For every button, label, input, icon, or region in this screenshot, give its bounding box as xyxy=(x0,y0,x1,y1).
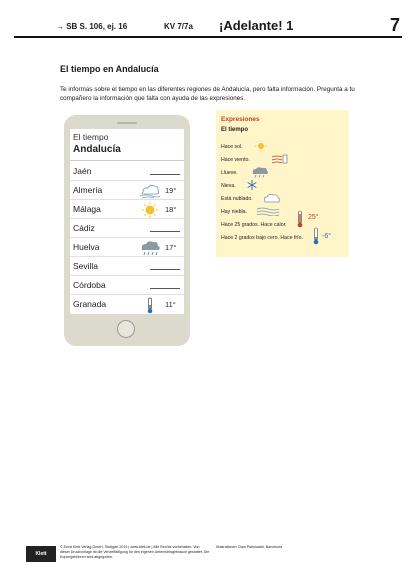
sun-icon xyxy=(254,140,268,152)
illustration-credit: Illustrationen: Dani Palmowski, Barcelona xyxy=(216,545,283,549)
temperature: 19° xyxy=(165,186,177,195)
cloud-icon xyxy=(262,192,282,204)
weather-row xyxy=(70,181,184,200)
unit-number: 7 xyxy=(389,15,400,35)
expression-item: Llueve. xyxy=(221,170,238,176)
city-name: Cádiz xyxy=(73,223,95,233)
weather-row xyxy=(70,238,184,257)
city-name: Granada xyxy=(73,299,107,309)
phone-illustration xyxy=(64,115,190,346)
screen-divider xyxy=(70,160,184,161)
hot-temperature: 25° xyxy=(308,214,319,221)
cold-thermometer-icon xyxy=(312,227,320,245)
header-rule xyxy=(14,36,402,38)
page-footer xyxy=(26,543,396,569)
city-name: Jaén xyxy=(73,166,92,176)
phone-speaker xyxy=(117,122,137,124)
wind-icon xyxy=(271,153,289,165)
app-label: El tiempo xyxy=(73,132,109,142)
expression-item: Hace 25 grados. Hace calor. xyxy=(221,222,287,228)
cold-temperature: -6° xyxy=(322,233,332,240)
wind-icon xyxy=(138,182,162,200)
weather-row xyxy=(70,162,184,181)
weather-row xyxy=(70,257,184,276)
city-name: Sevilla xyxy=(73,261,99,271)
weather-row xyxy=(70,219,184,238)
rain-cloud-icon xyxy=(138,239,162,257)
expressions-box xyxy=(216,110,349,257)
book-reference: → SB S. 106, ej. 16 xyxy=(56,22,128,31)
sun-icon xyxy=(138,201,162,219)
expression-item: Hace 2 grados bajo cero. Hace frío. xyxy=(221,235,303,241)
answer-blank xyxy=(150,174,180,175)
section-title: El tiempo en Andalucía xyxy=(60,64,159,74)
worksheet-header xyxy=(14,14,402,38)
city-name: Almería xyxy=(73,185,103,195)
temperature: 17° xyxy=(165,243,177,252)
expression-item: Nieva. xyxy=(221,183,236,189)
instructions: Te informas sobre el tiempo en las diferentes regiones de Andalucía, pero falta información. Pregunta a tu compañero la información que falta con ayuda de las expresiones. xyxy=(60,86,355,102)
worksheet-code: KV 7/7a xyxy=(164,22,193,31)
answer-blank xyxy=(150,288,180,289)
phone-screen xyxy=(70,129,184,314)
temperature: 18° xyxy=(165,205,177,214)
region-title: Andalucía xyxy=(73,144,121,155)
publisher-logo: Klett xyxy=(26,546,56,562)
answer-blank xyxy=(150,269,180,270)
expression-item: Hace sol. xyxy=(221,144,243,150)
weather-row xyxy=(70,276,184,295)
book-title: ¡Adelante! 1 xyxy=(219,18,294,33)
city-name: Málaga xyxy=(73,204,101,214)
weather-row xyxy=(70,200,184,219)
temperature: 11° xyxy=(165,300,176,309)
cold-thermometer-icon xyxy=(138,296,162,314)
city-name: Huelva xyxy=(73,242,100,252)
expression-item: Hay niebla. xyxy=(221,209,247,215)
phone-home-button xyxy=(117,320,135,338)
fog-icon xyxy=(256,206,280,216)
expression-item: Hace viento. xyxy=(221,157,250,163)
snowflake-icon xyxy=(246,179,258,191)
hot-thermometer-icon xyxy=(296,210,304,228)
rain-cloud-icon xyxy=(250,166,270,178)
weather-row xyxy=(70,295,184,314)
copyright-notice: © Ernst Klett Verlag GmbH, Stuttgart 2019 | www.klett.de | Alle Rechte vorbehalten. Von dieser Druckvorlage ist die Vervielfältigung für den eigenen Unterrichtsgebrauch gestattet. Die Kopiergebühren sind abgegolten. xyxy=(60,545,210,559)
expression-item: Está nublado. xyxy=(221,196,253,202)
expressions-title: Expresiones xyxy=(221,116,260,123)
city-name: Córdoba xyxy=(73,280,106,290)
expressions-subtitle: El tiempo xyxy=(221,127,249,133)
answer-blank xyxy=(150,231,180,232)
